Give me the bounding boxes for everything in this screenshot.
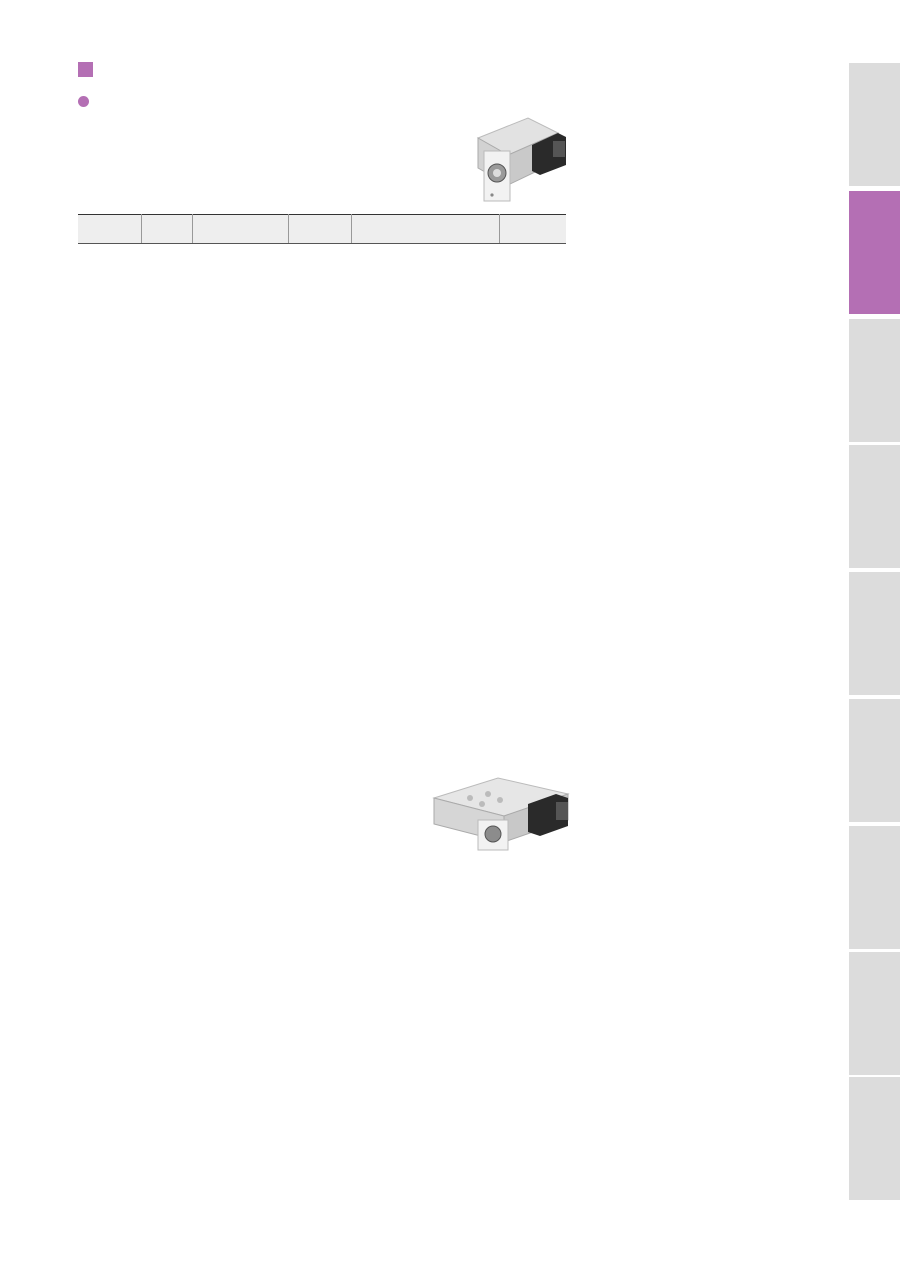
table-cylinder-photo xyxy=(428,776,573,856)
column-header xyxy=(288,215,351,244)
index-tab-selection[interactable] xyxy=(849,1077,900,1200)
column-header xyxy=(78,215,141,244)
index-tab-driver-spec[interactable] xyxy=(849,572,900,695)
index-tab-system[interactable] xyxy=(849,319,900,442)
product-subtitle xyxy=(78,95,92,110)
title-square-icon xyxy=(78,62,93,77)
index-tab-spec-reading[interactable] xyxy=(849,63,900,186)
guide-rolled-price-table xyxy=(78,214,566,244)
index-tab-cylinder-spec[interactable] xyxy=(849,445,900,568)
column-header xyxy=(141,215,192,244)
guide-cylinder-photo xyxy=(470,113,570,208)
index-tab-peripherals[interactable] xyxy=(849,952,900,1075)
column-header xyxy=(351,215,499,244)
column-header xyxy=(499,215,566,244)
header-row xyxy=(78,215,566,244)
bullet-circle-icon xyxy=(78,96,89,107)
column-header xyxy=(192,215,288,244)
page-title xyxy=(78,62,96,77)
index-tab-dimensions[interactable] xyxy=(849,699,900,822)
index-tab-cable[interactable] xyxy=(849,826,900,949)
index-tab-types-prices[interactable] xyxy=(849,191,900,314)
